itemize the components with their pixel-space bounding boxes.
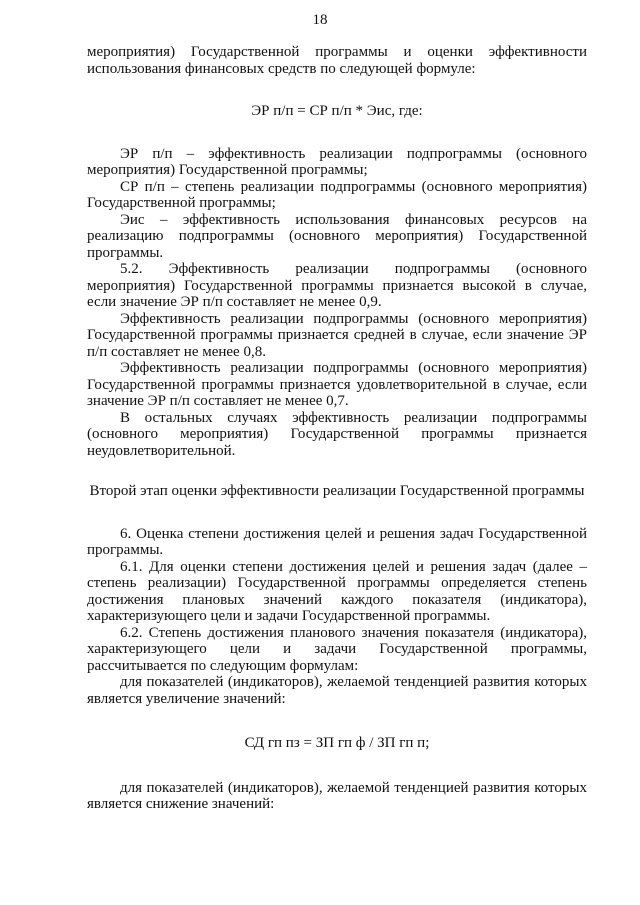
formula-er: ЭР п/п = СР п/п * Эис, где: [251,103,423,119]
definition-eis: Эис – эффективность использования финансовых ресурсов на реализацию подпрограммы (основного мероприятия) Государственной программы. [87,211,587,261]
paragraph-6: 6. Оценка степени достижения целей и решения задач Государственной программы. [87,525,587,558]
document-body [87,44,587,813]
paragraph-increase: для показателей (индикаторов), желаемой тенденцией развития которых является увеличение значений: [87,674,587,707]
definition-er: ЭР п/п – эффективность реализации подпрограммы (основного мероприятия) Государственной программы; [87,145,587,178]
paragraph-6-1: 6.1. Для оценки степени достижения целей и решения задач (далее – степень реализации) Государственной программы определяется степень достижения плановых значений каждого показателя (индикатора), характеризующего цели и задачи Государственной программы. [87,558,587,624]
paragraph-medium: Эффективность реализации подпрограммы (основного мероприятия) Государственной программы признается средней в случае, если значение ЭР п/п составляет не менее 0,8. [87,310,587,360]
paragraph-5-2: 5.2. Эффективность реализации подпрограммы (основного мероприятия) Государственной программы признается высокой в случае, если значение ЭР п/п составляет не менее 0,9. [87,261,587,310]
definition-sr: СР п/п – степень реализации подпрограммы (основного мероприятия) Государственной программы; [87,178,587,211]
paragraph-6-2: 6.2. Степень достижения планового значения показателя (индикатора), характеризующего цели и задачи Государственной программы, рассчитывается по следующим формулам: [87,624,587,674]
paragraph-intro: мероприятия) Государственной программы и оценки эффективности использования финансовых средств по следующей формуле: [87,44,587,77]
formula-sd: СД гп пз = ЗП гп ф / ЗП гп п; [244,735,430,751]
paragraph-decrease: для показателей (индикаторов), желаемой тенденцией развития которых является снижение значений: [87,779,587,812]
paragraph-satisfactory: Эффективность реализации подпрограммы (основного мероприятия) Государственной программы признается удовлетворительной в случае, если значение ЭР п/п составляет не менее 0,7. [87,360,587,409]
paragraph-unsatisfactory: В остальных случаях эффективность реализации подпрограммы (основного мероприятия) Государственной программы признается неудовлетворительной. [87,409,587,459]
page-number: 18 [312,12,328,28]
section-heading: Второй этап оценки эффективности реализации Государственной программы [89,483,585,499]
